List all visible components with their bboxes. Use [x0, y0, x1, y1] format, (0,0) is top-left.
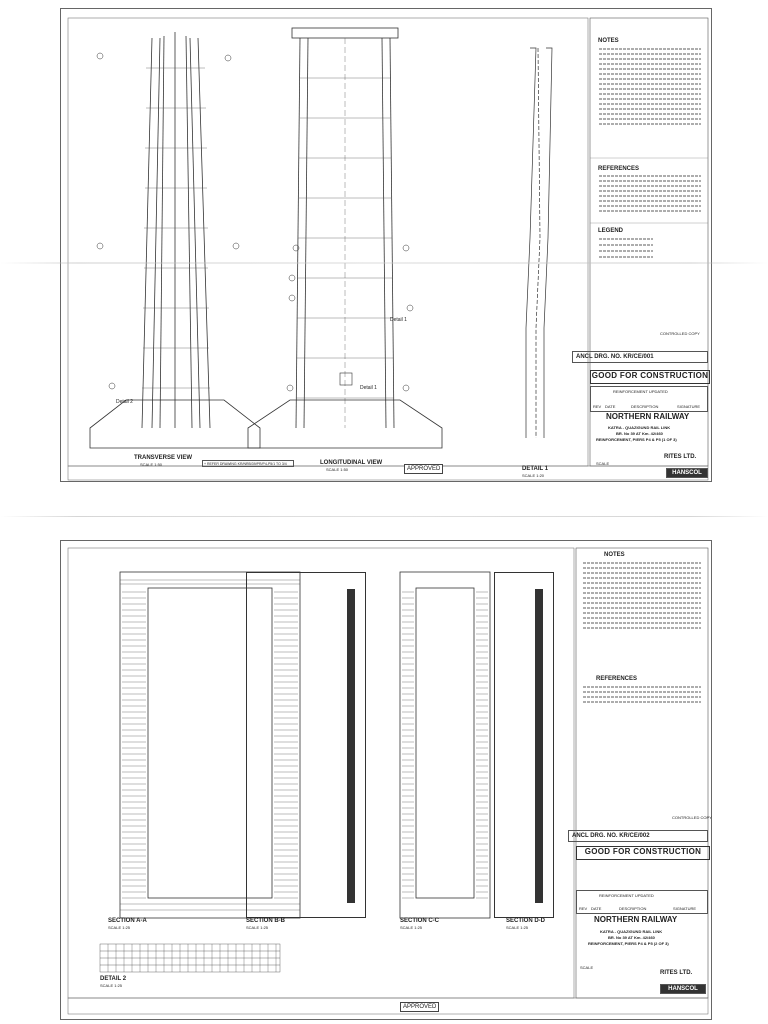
notes-text-block: [580, 560, 704, 640]
longitudinal-view-title: LONGITUDINAL VIEW: [320, 460, 383, 466]
revision-table: [590, 386, 708, 412]
detail-1-title: DETAIL 1: [522, 466, 549, 472]
references-heading: REFERENCES: [596, 676, 638, 682]
controlled-copy-stamp: CONTROLLED COPY: [660, 331, 700, 336]
detail-2-scale: SCALE 1:25: [100, 983, 123, 988]
section-b-outline: [246, 572, 366, 918]
description-column-label: DESCRIPTION: [619, 906, 647, 911]
scan-artifact: [0, 262, 768, 264]
revision-description: REINFORCEMENT UPDATED: [599, 893, 654, 898]
client-name: NORTHERN RAILWAY: [594, 915, 678, 924]
notes-heading: NOTES: [598, 38, 619, 44]
ancl-drawing-stamp: ANCL DRG. NO. KR/CE/002: [568, 830, 708, 842]
drawing-sheet-2: [60, 540, 712, 1020]
section-b-scale: SCALE 1:25: [246, 925, 269, 930]
good-for-construction-stamp: GOOD FOR CONSTRUCTION: [576, 846, 710, 860]
approved-stamp: APPROVED: [404, 464, 443, 474]
section-c-scale: SCALE 1:25: [400, 925, 423, 930]
section-d-outline: [494, 572, 554, 918]
longitudinal-view-scale: SCALE 1:50: [326, 467, 349, 472]
project-title-line2: BR. No 39 AT Km. 42/460: [616, 431, 663, 436]
section-b-wall: [259, 589, 355, 903]
section-d-wall: [495, 589, 543, 903]
section-c-title: SECTION C-C: [400, 918, 439, 924]
detail-1-callout: Detail 1: [390, 317, 407, 323]
notes-heading: NOTES: [604, 552, 625, 558]
consultant-name: RITES LTD.: [660, 970, 693, 976]
hanscol-logo: HANSCOL: [666, 468, 708, 478]
legend-heading: LEGEND: [598, 228, 624, 234]
notes-text-block: [596, 46, 704, 136]
section-b-title: SECTION B-B: [246, 918, 285, 924]
legend-text-block: [596, 236, 656, 260]
project-title-line3: REINFORCEMENT, PIERS P4 & P5 (2 OF 3): [588, 941, 669, 946]
project-title-line2: BR. No 39 AT Km. 42/460: [608, 935, 655, 940]
date-column-label: DATE: [591, 906, 602, 911]
consultant-name: RITES LTD.: [664, 454, 697, 460]
section-d-title: SECTION D-D: [506, 918, 545, 924]
scale-label: SCALE: [580, 965, 594, 970]
description-column-label: DESCRIPTION: [631, 404, 659, 409]
project-title-line1: KATRA - QUAZIGUND RAIL LINK: [608, 425, 671, 430]
transverse-view-title: TRANSVERSE VIEW: [134, 455, 193, 461]
hanscol-logo: HANSCOL: [660, 984, 706, 994]
references-heading: REFERENCES: [598, 166, 640, 172]
project-title-line1: KATRA - QUAZIGUND RAIL LINK: [600, 929, 663, 934]
rev-column-label: REV: [593, 404, 602, 409]
controlled-copy-stamp: CONTROLLED COPY: [672, 815, 712, 820]
detail-1-scale: SCALE 1:20: [522, 473, 545, 478]
ancl-drawing-stamp: ANCL DRG. NO. KR/CE/001: [572, 351, 708, 363]
transverse-view-scale: SCALE 1:50: [140, 462, 163, 467]
section-a-scale: SCALE 1:25: [108, 925, 131, 930]
rev-column-label: REV: [579, 906, 588, 911]
references-text-block: [596, 173, 704, 218]
scale-label: SCALE: [596, 461, 610, 466]
revision-table: [576, 890, 708, 914]
revision-description: REINFORCEMENT UPDATED: [613, 389, 668, 394]
references-text-block: [580, 684, 704, 710]
reference-note-box: + REFER DRAWING KR/NRB/39/PR/P4-P5/1 TO 3/4: [202, 460, 294, 467]
signature-column-label: SIGNATURE: [673, 906, 697, 911]
good-for-construction-stamp: GOOD FOR CONSTRUCTION: [590, 370, 710, 384]
drawing-sheet-1: [60, 8, 712, 482]
client-name: NORTHERN RAILWAY: [606, 412, 690, 421]
detail-1-callout-2: Detail 1: [360, 385, 377, 391]
section-a-title: SECTION A-A: [108, 918, 147, 924]
approved-stamp: APPROVED: [400, 1002, 439, 1012]
signature-column-label: SIGNATURE: [677, 404, 701, 409]
detail-2-title: DETAIL 2: [100, 976, 127, 982]
date-column-label: DATE: [605, 404, 616, 409]
detail-2-callout: Detail 2: [116, 399, 133, 405]
section-d-scale: SCALE 1:25: [506, 925, 529, 930]
page-separator: [0, 516, 768, 517]
project-title-line3: REINFORCEMENT, PIERS P4 & P5 (1 OF 3): [596, 437, 677, 442]
